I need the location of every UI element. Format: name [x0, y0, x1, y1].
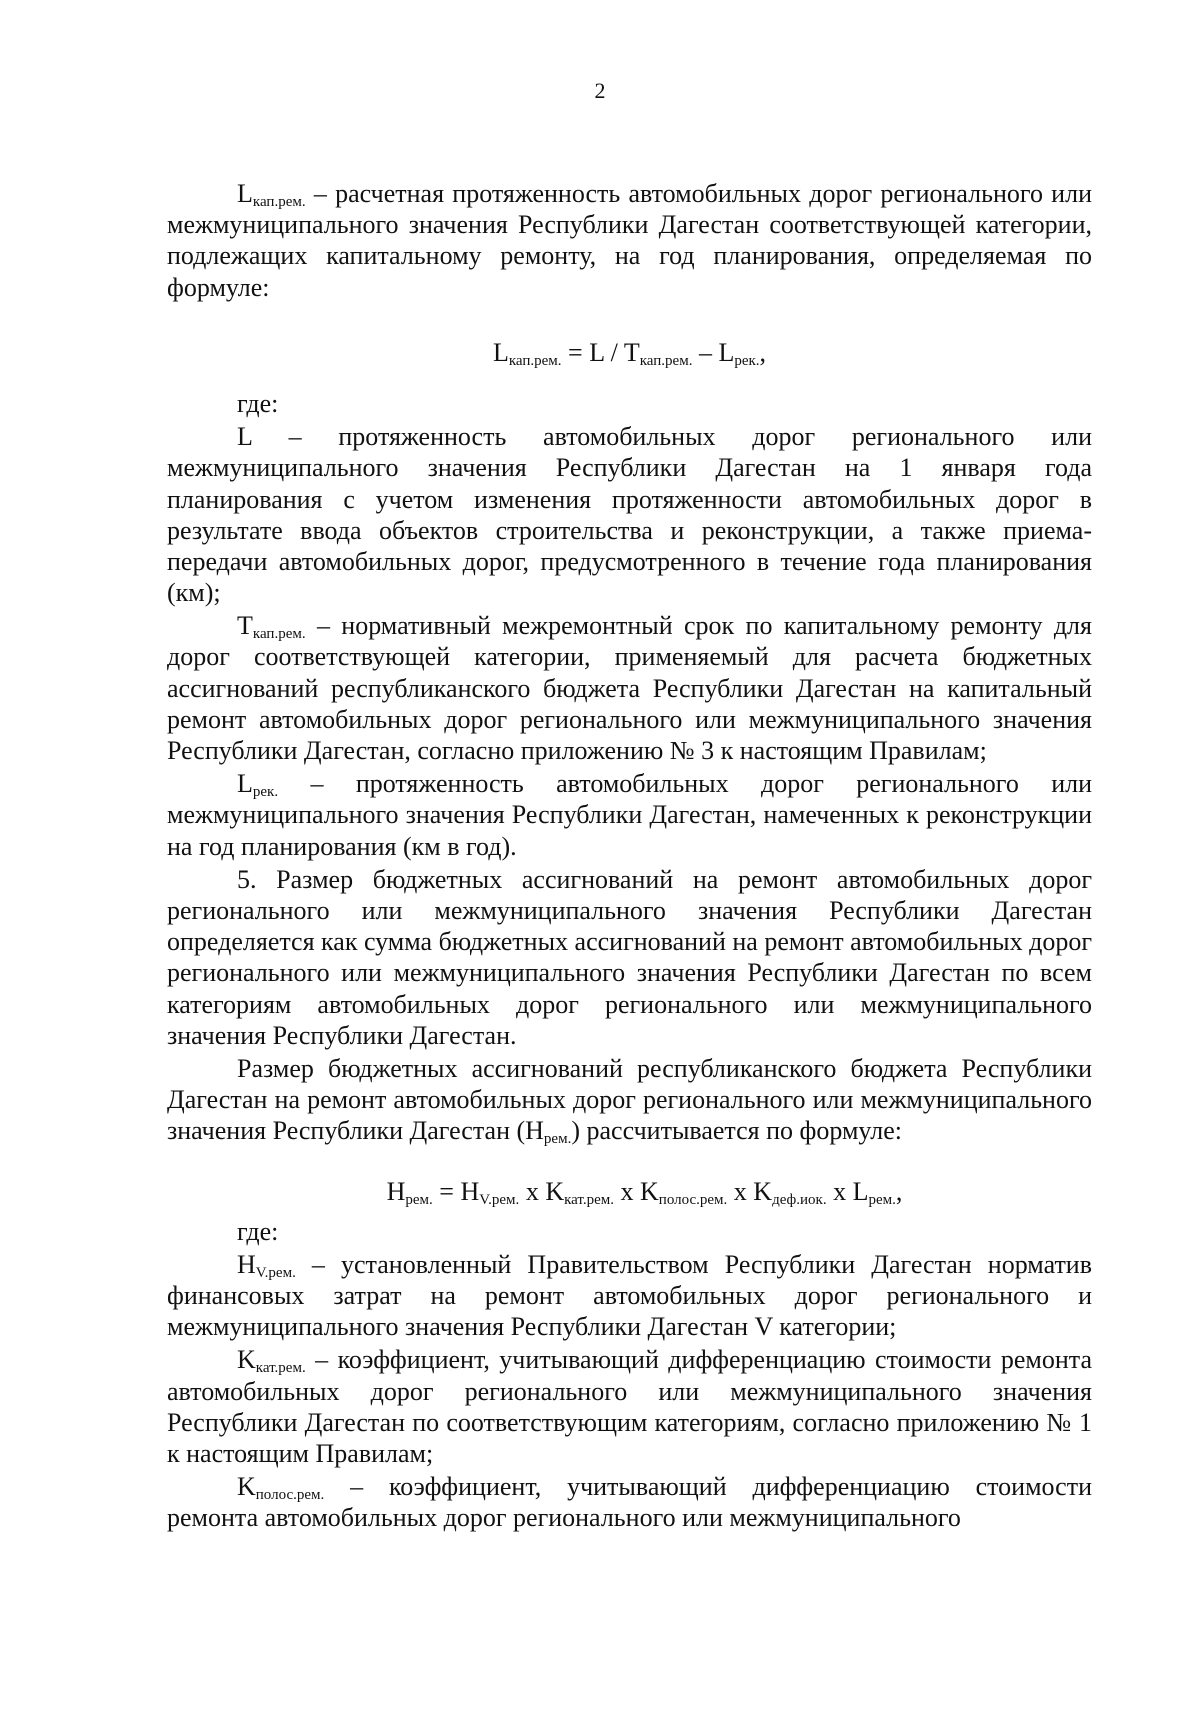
where-label-1: где:	[237, 388, 279, 418]
formula-lkap: $L_{кап.рем.} = L / T_{кап.рем.} - L_{рек.}$,	[492, 337, 767, 369]
paragraph-5: 5. Размер бюджетных ассигнований на ремонт автомобильных дорог регионального или межмуниципального значения Республики Дагестан определяется как сумма бюджетных ассигнований на ремонт автомобильных дорог регионального или межмуниципального значения Республики Дагестан по всем категориям автомобильных дорог регионального или межмуниципального значения Республики Дагестан.	[167, 864, 1092, 1050]
paragraph-lrek-definition: $L_{рек.}$ – протяженность автомобильных дорог регионального или межмуниципального значения Республики Дагестан, намеченных к реконструкции на год планирования (км в год).	[167, 769, 1092, 861]
paragraph-budget-size: Размер бюджетных ассигнований республиканского бюджета Республики Дагестан на ремонт автомобильных дорог регионального или межмуниципального значения Республики Дагестан $(H_{рем.})$ рассчитывается по формуле:	[167, 1053, 1092, 1148]
paragraph-lkap-definition: $L_{кап.рем.}$ – расчетная протяженность автомобильных дорог регионального или межмуниципального значения Республики Дагестан соответствующей категории, подлежащих капитальному ремонту, на год планирования, определяемая по формуле:	[167, 179, 1092, 302]
page-number: 2	[594, 78, 606, 103]
formula-hrem: $H_{рем.} = H_{V.рем.}$ x $K_{кат.рем.}$ x $K_{полос.рем.}$ x $K_{деф.иок.}$ x $L_{рем.}$,	[386, 1177, 903, 1209]
paragraph-kpolos-definition: $K_{полос.рем.}$ – коэффициент, учитывающий дифференциацию стоимости ремонта автомобильных дорог регионального или межмуниципального	[167, 1472, 1092, 1533]
where-label-2: где:	[237, 1216, 279, 1246]
paragraph-tkap-definition: $T_{кап.рем.}$ – нормативный межремонтный срок по капитальному ремонту для дорог соответствующей категории, применяемый для расчета бюджетных ассигнований республиканского бюджета Республики Дагестан на капитальный ремонт автомобильных дорог регионального или межмуниципального значения Республики Дагестан, согласно приложению № 3 к настоящим Правилам;	[167, 611, 1092, 765]
paragraph-hv-definition: $H_{V.рем.}$ – установленный Правительством Республики Дагестан норматив финансовых затрат на ремонт автомобильных дорог регионального и межмуниципального значения Республики Дагестан V категории;	[167, 1249, 1092, 1342]
paragraph-l-definition: L – протяженность автомобильных дорог регионального или межмуниципального значения Республики Дагестан на 1 января года планирования с учетом изменения протяженности автомобильных дорог в результате ввода объектов строительства и реконструкции, а также приема-передачи автомобильных дорог, предусмотренного в течение года планирования (км);	[167, 422, 1092, 608]
paragraph-kkat-definition: $K_{кат.рем.}$ – коэффициент, учитывающий дифференциацию стоимости ремонта автомобильных дорог регионального или межмуниципального значения Республики Дагестан по соответствующим категориям, согласно приложению № 1 к настоящим Правилам;	[167, 1345, 1092, 1468]
document-body	[167, 178, 1092, 1534]
